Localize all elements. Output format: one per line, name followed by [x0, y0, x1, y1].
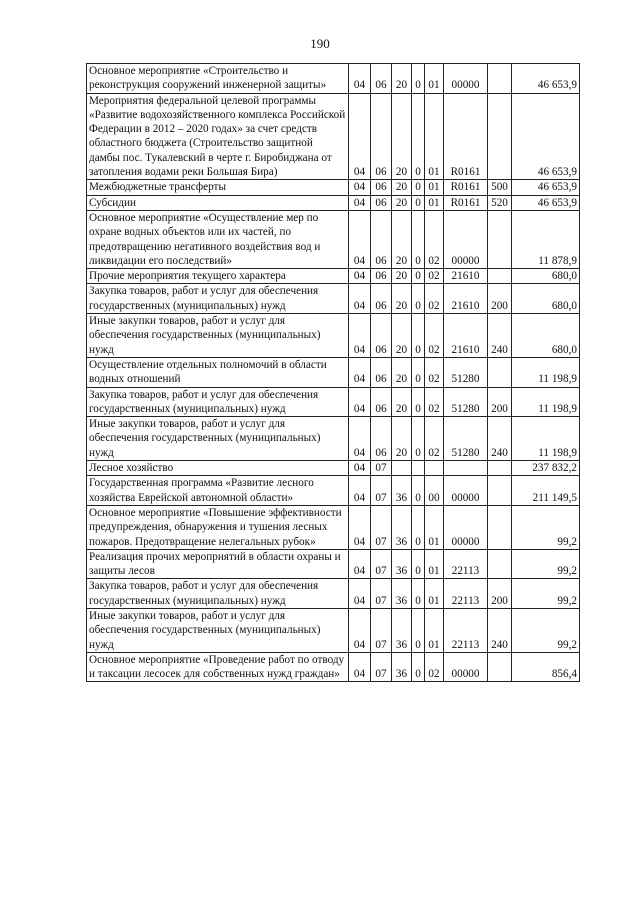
target-article-subprogram: 0 — [412, 476, 425, 506]
amount: 46 653,9 — [512, 180, 580, 195]
subsection-code: 06 — [371, 357, 392, 387]
target-article-direction: 00000 — [444, 652, 488, 682]
target-article-direction: 22113 — [444, 608, 488, 652]
target-article-program: 36 — [392, 579, 412, 609]
target-article-measure: 02 — [425, 314, 444, 358]
subsection-code: 06 — [371, 417, 392, 461]
target-article-measure: 02 — [425, 357, 444, 387]
row-name: Иные закупки товаров, работ и услуг для обеспечения государственных (муниципальных) нужд — [87, 417, 349, 461]
expense-type-code: 240 — [488, 608, 512, 652]
section-code: 04 — [349, 210, 371, 268]
row-name: Основное мероприятие «Осуществление мер по охране водных объектов или их частей, по предотвращению негативного воздействия вод и ликвидации его последствий» — [87, 210, 349, 268]
subsection-code: 07 — [371, 652, 392, 682]
row-name: Иные закупки товаров, работ и услуг для обеспечения государственных (муниципальных) нужд — [87, 608, 349, 652]
table-row — [87, 476, 580, 506]
target-article-subprogram: 0 — [412, 417, 425, 461]
target-article-measure: 01 — [425, 180, 444, 195]
table-row — [87, 180, 580, 195]
target-article-measure: 01 — [425, 195, 444, 210]
row-name: Основное мероприятие «Строительство и реконструкция сооружений инженерной защиты» — [87, 64, 349, 94]
amount: 46 653,9 — [512, 64, 580, 94]
target-article-direction: 51280 — [444, 417, 488, 461]
expense-type-code — [488, 549, 512, 579]
target-article-direction: 00000 — [444, 476, 488, 506]
section-code: 04 — [349, 549, 371, 579]
table-row — [87, 417, 580, 461]
target-article-direction: 00000 — [444, 210, 488, 268]
target-article-direction: 00000 — [444, 505, 488, 549]
section-code: 04 — [349, 314, 371, 358]
expense-type-code — [488, 210, 512, 268]
target-article-subprogram: 0 — [412, 210, 425, 268]
target-article-subprogram: 0 — [412, 180, 425, 195]
amount: 11 198,9 — [512, 417, 580, 461]
amount: 11 198,9 — [512, 387, 580, 417]
row-name: Мероприятия федеральной целевой программы «Развитие водохозяйственного комплекса Российской Федерации в 2012 – 2020 годах» за счет средств областного бюджета (Строительство защитной дамбы пос. Тукалевский в черте г. Биробиджана от затопления водами реки Большая Бира) — [87, 93, 349, 180]
expense-type-code: 520 — [488, 195, 512, 210]
amount: 856,4 — [512, 652, 580, 682]
amount: 46 653,9 — [512, 93, 580, 180]
target-article-measure: 02 — [425, 284, 444, 314]
row-name: Осуществление отдельных полномочий в области водных отношений — [87, 357, 349, 387]
section-code: 04 — [349, 284, 371, 314]
amount: 211 149,5 — [512, 476, 580, 506]
target-article-program: 20 — [392, 387, 412, 417]
target-article-subprogram: 0 — [412, 579, 425, 609]
section-code: 04 — [349, 579, 371, 609]
target-article-program: 20 — [392, 417, 412, 461]
table-row — [87, 579, 580, 609]
section-code: 04 — [349, 417, 371, 461]
amount: 46 653,9 — [512, 195, 580, 210]
row-name: Закупка товаров, работ и услуг для обеспечения государственных (муниципальных) нужд — [87, 579, 349, 609]
target-article-direction: 51280 — [444, 357, 488, 387]
target-article-measure — [425, 461, 444, 476]
row-name: Прочие мероприятия текущего характера — [87, 269, 349, 284]
expense-type-code: 200 — [488, 579, 512, 609]
target-article-measure: 01 — [425, 93, 444, 180]
target-article-measure: 01 — [425, 579, 444, 609]
section-code: 04 — [349, 387, 371, 417]
amount: 11 878,9 — [512, 210, 580, 268]
table-row — [87, 505, 580, 549]
row-name: Реализация прочих мероприятий в области охраны и защиты лесов — [87, 549, 349, 579]
table-row — [87, 608, 580, 652]
target-article-direction: R0161 — [444, 180, 488, 195]
target-article-program — [392, 461, 412, 476]
target-article-program: 20 — [392, 195, 412, 210]
table-row — [87, 314, 580, 358]
table-row — [87, 284, 580, 314]
target-article-direction — [444, 461, 488, 476]
target-article-direction: 51280 — [444, 387, 488, 417]
budget-table-body — [87, 64, 580, 682]
target-article-measure: 02 — [425, 417, 444, 461]
table-row — [87, 652, 580, 682]
expense-type-code: 200 — [488, 284, 512, 314]
target-article-program: 20 — [392, 357, 412, 387]
target-article-subprogram: 0 — [412, 284, 425, 314]
target-article-program: 36 — [392, 505, 412, 549]
budget-table — [86, 63, 580, 682]
section-code: 04 — [349, 93, 371, 180]
target-article-program: 20 — [392, 93, 412, 180]
table-row — [87, 93, 580, 180]
expense-type-code — [488, 357, 512, 387]
subsection-code: 07 — [371, 461, 392, 476]
subsection-code: 07 — [371, 505, 392, 549]
row-name: Основное мероприятие «Проведение работ по отводу и таксации лесосек для собственных нужд граждан» — [87, 652, 349, 682]
amount: 680,0 — [512, 269, 580, 284]
target-article-subprogram: 0 — [412, 93, 425, 180]
amount: 680,0 — [512, 314, 580, 358]
subsection-code: 06 — [371, 195, 392, 210]
target-article-program: 20 — [392, 180, 412, 195]
section-code: 04 — [349, 476, 371, 506]
target-article-direction: 21610 — [444, 269, 488, 284]
target-article-direction: R0161 — [444, 93, 488, 180]
expense-type-code — [488, 269, 512, 284]
target-article-measure: 01 — [425, 64, 444, 94]
subsection-code: 06 — [371, 93, 392, 180]
table-row — [87, 357, 580, 387]
target-article-program: 36 — [392, 652, 412, 682]
row-name: Лесное хозяйство — [87, 461, 349, 476]
subsection-code: 06 — [371, 314, 392, 358]
expense-type-code: 500 — [488, 180, 512, 195]
expense-type-code — [488, 93, 512, 180]
amount: 11 198,9 — [512, 357, 580, 387]
amount: 99,2 — [512, 579, 580, 609]
target-article-subprogram: 0 — [412, 269, 425, 284]
table-row — [87, 387, 580, 417]
expense-type-code — [488, 652, 512, 682]
target-article-subprogram: 0 — [412, 505, 425, 549]
target-article-program: 20 — [392, 284, 412, 314]
target-article-subprogram: 0 — [412, 608, 425, 652]
amount: 99,2 — [512, 549, 580, 579]
section-code: 04 — [349, 195, 371, 210]
table-row — [87, 210, 580, 268]
section-code: 04 — [349, 505, 371, 549]
expense-type-code: 200 — [488, 387, 512, 417]
target-article-subprogram — [412, 461, 425, 476]
target-article-measure: 02 — [425, 387, 444, 417]
target-article-direction: 22113 — [444, 549, 488, 579]
row-name: Межбюджетные трансферты — [87, 180, 349, 195]
section-code: 04 — [349, 64, 371, 94]
expense-type-code: 240 — [488, 417, 512, 461]
row-name: Закупка товаров, работ и услуг для обеспечения государственных (муниципальных) нужд — [87, 284, 349, 314]
target-article-direction: 00000 — [444, 64, 488, 94]
subsection-code: 06 — [371, 387, 392, 417]
target-article-measure: 00 — [425, 476, 444, 506]
target-article-program: 20 — [392, 269, 412, 284]
row-name: Государственная программа «Развитие лесного хозяйства Еврейской автономной области» — [87, 476, 349, 506]
subsection-code: 06 — [371, 284, 392, 314]
table-row — [87, 549, 580, 579]
row-name: Иные закупки товаров, работ и услуг для обеспечения государственных (муниципальных) нужд — [87, 314, 349, 358]
subsection-code: 07 — [371, 476, 392, 506]
target-article-program: 36 — [392, 476, 412, 506]
target-article-program: 20 — [392, 314, 412, 358]
subsection-code: 06 — [371, 269, 392, 284]
section-code: 04 — [349, 180, 371, 195]
target-article-direction: 21610 — [444, 314, 488, 358]
amount: 99,2 — [512, 505, 580, 549]
amount: 680,0 — [512, 284, 580, 314]
row-name: Субсидии — [87, 195, 349, 210]
section-code: 04 — [349, 461, 371, 476]
target-article-measure: 02 — [425, 210, 444, 268]
subsection-code: 06 — [371, 64, 392, 94]
expense-type-code — [488, 64, 512, 94]
target-article-measure: 01 — [425, 549, 444, 579]
expense-type-code — [488, 461, 512, 476]
target-article-subprogram: 0 — [412, 195, 425, 210]
target-article-measure: 01 — [425, 608, 444, 652]
section-code: 04 — [349, 608, 371, 652]
expense-type-code: 240 — [488, 314, 512, 358]
row-name: Закупка товаров, работ и услуг для обеспечения государственных (муниципальных) нужд — [87, 387, 349, 417]
target-article-subprogram: 0 — [412, 64, 425, 94]
target-article-program: 36 — [392, 549, 412, 579]
subsection-code: 07 — [371, 608, 392, 652]
section-code: 04 — [349, 357, 371, 387]
target-article-program: 20 — [392, 64, 412, 94]
target-article-direction: 21610 — [444, 284, 488, 314]
table-row — [87, 461, 580, 476]
subsection-code: 06 — [371, 180, 392, 195]
target-article-measure: 02 — [425, 269, 444, 284]
table-row — [87, 64, 580, 94]
amount: 237 832,2 — [512, 461, 580, 476]
page-number: 190 — [310, 36, 330, 51]
table-row — [87, 195, 580, 210]
target-article-subprogram: 0 — [412, 549, 425, 579]
target-article-measure: 02 — [425, 652, 444, 682]
target-article-direction: R0161 — [444, 195, 488, 210]
target-article-subprogram: 0 — [412, 357, 425, 387]
target-article-program: 20 — [392, 210, 412, 268]
amount: 99,2 — [512, 608, 580, 652]
target-article-measure: 01 — [425, 505, 444, 549]
subsection-code: 06 — [371, 210, 392, 268]
subsection-code: 07 — [371, 549, 392, 579]
expense-type-code — [488, 505, 512, 549]
section-code: 04 — [349, 269, 371, 284]
target-article-program: 36 — [392, 608, 412, 652]
expense-type-code — [488, 476, 512, 506]
target-article-subprogram: 0 — [412, 314, 425, 358]
section-code: 04 — [349, 652, 371, 682]
target-article-direction: 22113 — [444, 579, 488, 609]
table-row — [87, 269, 580, 284]
row-name: Основное мероприятие «Повышение эффективности предупреждения, обнаружения и тушения лесных пожаров. Предотвращение нелегальных рубок» — [87, 505, 349, 549]
target-article-subprogram: 0 — [412, 652, 425, 682]
target-article-subprogram: 0 — [412, 387, 425, 417]
subsection-code: 07 — [371, 579, 392, 609]
